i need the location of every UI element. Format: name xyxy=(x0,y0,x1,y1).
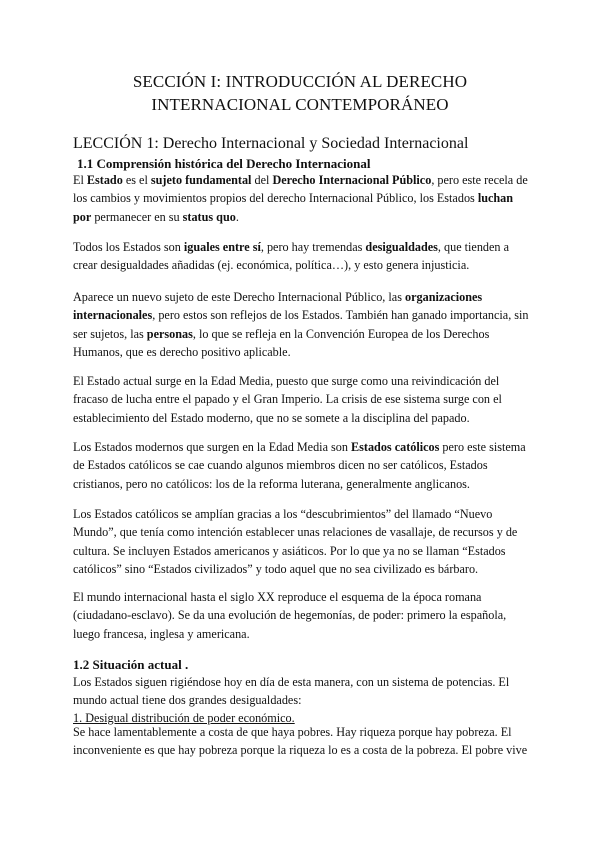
bold-text: sujeto fundamental xyxy=(150,173,252,187)
text: ser sujetos, las xyxy=(73,326,147,341)
text: Se hace lamentablemente a costa de que haya pobres. Hay riqueza porque hay pobreza. El xyxy=(73,725,512,739)
paragraph xyxy=(73,588,528,643)
text: El xyxy=(73,173,87,187)
text-line xyxy=(73,372,528,390)
text: es el xyxy=(122,173,151,187)
bold-text: Estado xyxy=(86,173,123,187)
text: pero este sistema xyxy=(439,440,526,454)
text-line xyxy=(73,325,528,343)
text-line xyxy=(73,691,528,709)
text-line xyxy=(73,673,528,691)
paragraph xyxy=(73,723,528,760)
text: (ciudadano-esclavo). Se da una evolución de hegemonías, de poder: primero la española, xyxy=(73,608,507,623)
text: Aparece un nuevo sujeto de este Derecho Internacional Público, las xyxy=(73,290,405,304)
subsection-heading-1-2: 1.2 Situación actual . xyxy=(73,657,189,672)
text-line xyxy=(73,288,528,306)
section-title xyxy=(60,70,540,116)
text: Todos los Estados son xyxy=(73,240,184,254)
text: Los Estados siguen rigiéndose hoy en día de esta manera, con un sistema de potencias. El xyxy=(73,675,510,689)
text: Humanos, que es derecho positivo aplicable. xyxy=(73,344,291,359)
paragraph xyxy=(73,438,528,493)
subsection-heading-1-1: 1.1 Comprensión histórica del Derecho Internacional xyxy=(77,156,371,171)
text-line xyxy=(73,189,528,207)
text: Los Estados modernos que surgen en la Edad Media son xyxy=(73,440,352,454)
text-line xyxy=(73,256,528,274)
bold-text: organizaciones xyxy=(405,290,483,304)
text: católicos” sino “Estados civilizados” y todo aquel que no sea civilizado es bárbaro. xyxy=(73,561,479,576)
text: mundo actual tiene dos grandes desigualdades: xyxy=(73,693,302,708)
text-line xyxy=(73,238,528,256)
bold-text: luchan xyxy=(477,191,514,206)
text: los cambios y movimientos propios del derecho Internacional Público, los Estados xyxy=(73,191,478,206)
text-line xyxy=(73,723,528,741)
list-item: 1. Desigual distribución de poder económico. xyxy=(73,711,295,725)
text: de Estados católicos se cae cuando algunos miembros dicen no ser católicos, Estados xyxy=(73,458,488,473)
bold-text: Derecho Internacional Público xyxy=(272,173,432,187)
text: cristianos, pero no católicos: los de la reforma luterana, generalmente anglicanos. xyxy=(73,476,470,491)
bold-text: personas xyxy=(146,326,193,341)
text: , pero estos son reflejos de los Estados. También han ganado importancia, sin xyxy=(152,308,529,323)
bold-text: desigualdades xyxy=(365,240,438,254)
text-line xyxy=(73,306,528,324)
paragraph xyxy=(73,171,528,226)
text-line xyxy=(73,475,528,493)
text-line xyxy=(73,438,528,456)
text-line xyxy=(73,625,528,643)
section-title-line: SECCIÓN I: INTRODUCCIÓN AL DERECHO xyxy=(132,72,468,91)
text-line xyxy=(73,409,528,427)
text-line xyxy=(73,208,528,226)
text-line xyxy=(73,390,528,408)
text: El mundo internacional hasta el siglo XX reproduce el esquema de la época romana xyxy=(73,590,482,604)
text-line xyxy=(73,606,528,624)
text: fracaso de lucha entre el papado y el Gran Imperio. La crisis de ese sistema surge con el xyxy=(73,392,502,407)
text-line xyxy=(73,741,528,759)
text-line xyxy=(73,171,528,189)
text-line xyxy=(73,560,528,578)
section-title-line: INTERNACIONAL CONTEMPORÁNEO xyxy=(151,95,449,114)
text-line xyxy=(73,456,528,474)
text: El Estado actual surge en la Edad Media, puesto que surge como una reivindicación del xyxy=(73,374,500,388)
text: del xyxy=(251,173,273,187)
paragraph xyxy=(73,238,528,275)
text: crear desigualdades añadidas (ej. económica, política…), y esto genera injusticia. xyxy=(73,258,470,273)
text-line xyxy=(73,343,528,361)
bold-text: iguales entre sí xyxy=(183,240,261,254)
text: cultura. Se incluyen Estados americanos y asiáticos. Por lo que ya no se llaman “Estados xyxy=(73,543,506,558)
text-line xyxy=(73,542,528,560)
bold-text: internacionales xyxy=(73,308,153,323)
bold-text: Estados católicos xyxy=(351,440,440,454)
text: , pero este recela de xyxy=(431,173,528,187)
text: , lo que se refleja en la Convención Europea de los Derechos xyxy=(192,326,490,341)
bold-text: status quo xyxy=(182,209,236,224)
text: Mundo”, que tenía como intención establecer unas relaciones de vasallaje, de recursos y de xyxy=(73,525,518,540)
text: inconveniente es que hay pobreza porque la riqueza lo es a costa de la pobreza. El pobre vive xyxy=(73,743,528,758)
text: permanecer en su xyxy=(91,209,183,224)
paragraph xyxy=(73,505,528,578)
paragraph xyxy=(73,372,528,427)
text: , que tienden a xyxy=(437,240,509,254)
text-line xyxy=(73,588,528,606)
paragraph xyxy=(73,288,528,361)
text-line xyxy=(73,523,528,541)
text-line xyxy=(73,505,528,523)
text: establecimiento del Estado moderno, que no se somete a la disciplina del papado. xyxy=(73,410,470,425)
lesson-title: LECCIÓN 1: Derecho Internacional y Sociedad Internacional xyxy=(73,135,469,152)
text: . xyxy=(235,209,239,224)
bold-text: por xyxy=(73,209,92,224)
paragraph xyxy=(73,673,528,710)
text: luego francesa, inglesa y americana. xyxy=(73,626,250,641)
text: , pero hay tremendas xyxy=(260,240,366,254)
text: Los Estados católicos se amplían gracias a los “descubrimientos” del llamado “Nuevo xyxy=(73,507,493,521)
